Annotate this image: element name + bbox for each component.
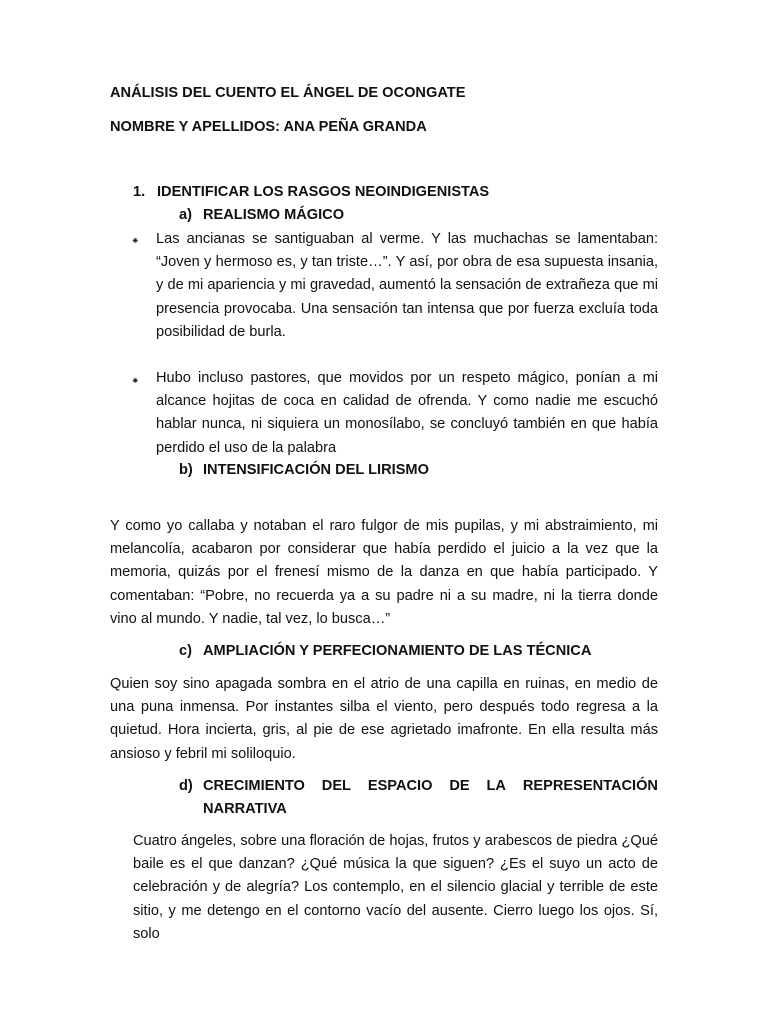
subsection-d-heading-line2: NARRATIVA <box>203 801 287 817</box>
section-number: 1. <box>133 184 146 200</box>
bullet-paragraph-1: Las ancianas se santiguaban al verme. Y las muchachas se lamentaban: “Joven y hermoso es, y tan triste…”. Y así, por obra de esa supuesta insania, y de mi apariencia y mi gravedad, aumentó la sensación de extrañeza que mi presencia provocaba. Una sensación tan intensa que por fuerza excluía toda posibilidad de burla. <box>156 231 658 340</box>
document-title: ANÁLISIS DEL CUENTO EL ÁNGEL DE OCONGATE <box>110 85 466 101</box>
subsection-b-heading: INTENSIFICACIÓN DEL LIRISMO <box>203 462 429 478</box>
subsection-b-letter: b) <box>179 462 193 478</box>
bullet-icon: ⁕ <box>131 236 140 247</box>
paragraph-c: Quien soy sino apagada sombra en el atrio de una capilla en ruinas, en medio de una puna inmensa. Por instantes silba el viento, pero después todo regresa a la quietud. Hora incierta, gris, al pie de ese agrietado imafronte. En ella resulta más ansioso y febril mi soliloquio. <box>110 676 658 762</box>
heading-word: LA <box>486 778 506 794</box>
bullet-icon: ⁕ <box>131 376 140 387</box>
section-heading: IDENTIFICAR LOS RASGOS NEOINDIGENISTAS <box>157 184 490 200</box>
heading-word: DEL <box>321 778 351 794</box>
paragraph-d: Cuatro ángeles, sobre una floración de hojas, frutos y arabescos de piedra ¿Qué baile es el que danzan? ¿Qué música la que siguen? ¿Es el suyo un acto de celebración y de alegría? Los contemplo, en el silencio glacial y terrible de este sitio, y me detengo en el contorno vacío del ausente. Cierro luego los ojos. Sí, solo <box>133 833 658 942</box>
subsection-d-letter: d) <box>179 778 193 794</box>
heading-word: DE <box>449 778 470 794</box>
heading-word: CRECIMIENTO <box>203 778 305 794</box>
heading-word: ESPACIO <box>367 778 433 794</box>
subsection-c-letter: c) <box>179 643 192 659</box>
subsection-d-heading <box>203 778 658 794</box>
subsection-c-heading: AMPLIACIÓN Y PERFECIONAMIENTO DE LAS TÉCNICA <box>203 643 592 659</box>
paragraph-b: Y como yo callaba y notaban el raro fulgor de mis pupilas, y mi abstraimiento, mi melancolía, acabaron por considerar que había perdido el juicio a la vez que la memoria, quizás por el frenesí mismo de la danza en que había participado. Y comentaban: “Pobre, no recuerda ya a su padre ni a su madre, ni la tierra donde vino al mundo. Y nadie, tal vez, lo busca…” <box>110 518 658 627</box>
heading-word: REPRESENTACIÓN <box>522 778 658 794</box>
author-line: NOMBRE Y APELLIDOS: ANA PEÑA GRANDA <box>110 119 427 135</box>
subsection-a-heading: REALISMO MÁGICO <box>203 207 345 223</box>
subsection-a-letter: a) <box>179 207 192 223</box>
bullet-paragraph-2: Hubo incluso pastores, que movidos por un respeto mágico, ponían a mi alcance hojitas de coca en calidad de ofrenda. Y como nadie me escuchó hablar nunca, ni siquiera un monosílabo, se concluyó también en que había perdido el uso de la palabra <box>156 370 658 456</box>
